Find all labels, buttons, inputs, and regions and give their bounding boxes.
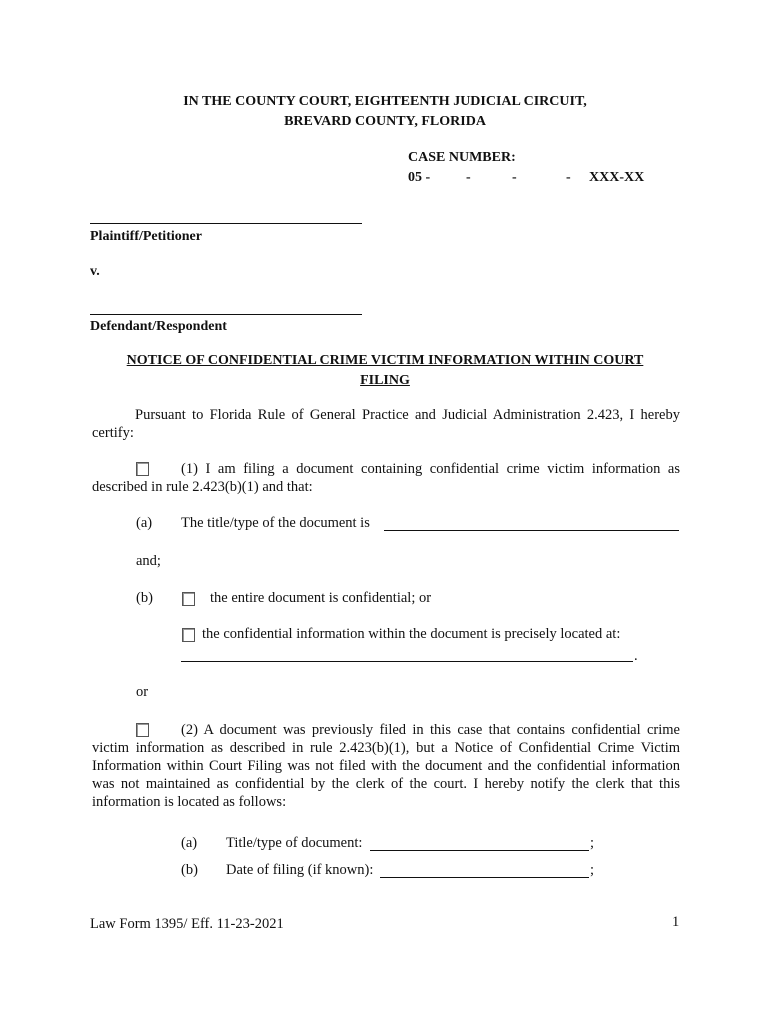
date-of-filing-field[interactable] — [380, 877, 589, 878]
document-type-field[interactable] — [370, 850, 589, 851]
intro-paragraph: Pursuant to Florida Rule of General Practice and Judicial Administration 2.423, I hereby certify: — [92, 407, 680, 441]
and-text: and; — [136, 553, 161, 569]
defendant-label: Defendant/Respondent — [90, 319, 227, 334]
defendant-signature-line[interactable] — [90, 314, 362, 315]
case-number-prefix: 05 - — [408, 170, 431, 185]
precise-location-period: . — [634, 648, 638, 664]
plaintiff-label: Plaintiff/Petitioner — [90, 229, 202, 244]
case-number-suffix: XXX-XX — [589, 170, 645, 185]
versus-label: v. — [90, 264, 100, 279]
case-number-dash-1: - — [466, 170, 471, 185]
page-number: 1 — [672, 914, 680, 930]
entire-document-checkbox[interactable] — [182, 592, 195, 606]
court-heading-line2: BREVARD COUNTY, FLORIDA — [284, 114, 486, 129]
form-footer: Law Form 1395/ Eff. 11-23-2021 — [90, 916, 284, 932]
or-text: or — [136, 684, 149, 700]
precise-location-checkbox[interactable] — [182, 628, 195, 642]
option-1-a-label: (a) — [136, 515, 153, 531]
option-2-text: (2) A document was previously filed in this case that contains confidential crime victim information as described in rule 2.423(b)(1), but a Notice of Confidential Crime Victim Information within Court Filing was not filed with the document and the confidential information was not maintained as confidential by the clerk of the court. I hereby notify the clerk that this information is located as follows: — [92, 722, 680, 810]
case-number-dash-3: - — [566, 170, 571, 185]
plaintiff-signature-line[interactable] — [90, 223, 362, 224]
option-2-a-label: (a) — [181, 835, 198, 851]
case-number-dash-2: - — [512, 170, 517, 185]
option-1-a-text: The title/type of the document is — [181, 515, 370, 531]
option-2-b-text: Date of filing (if known): — [226, 862, 374, 878]
notice-title-line1: NOTICE OF CONFIDENTIAL CRIME VICTIM INFORMATION WITHIN COURT — [126, 353, 644, 368]
precise-location-text: the confidential information within the document is precisely located at: — [202, 626, 621, 642]
entire-document-text: the entire document is confidential; or — [210, 590, 432, 606]
option-2-a-text: Title/type of document: — [226, 835, 363, 851]
option-1-text: (1) I am filing a document containing confidential crime victim information as described in rule 2.423(b)(1) and that: — [92, 461, 680, 495]
court-heading-line1: IN THE COUNTY COURT, EIGHTEENTH JUDICIAL CIRCUIT, — [183, 94, 587, 109]
precise-location-field[interactable] — [181, 661, 633, 662]
case-number-label: CASE NUMBER: — [408, 150, 516, 165]
option-2-b-label: (b) — [181, 862, 198, 878]
notice-title-line2: FILING — [360, 373, 410, 388]
option-1-b-label: (b) — [136, 590, 153, 606]
document-title-field[interactable] — [384, 530, 679, 531]
option-2-a-semicolon: ; — [590, 835, 595, 851]
option-2-b-semicolon: ; — [590, 862, 595, 878]
